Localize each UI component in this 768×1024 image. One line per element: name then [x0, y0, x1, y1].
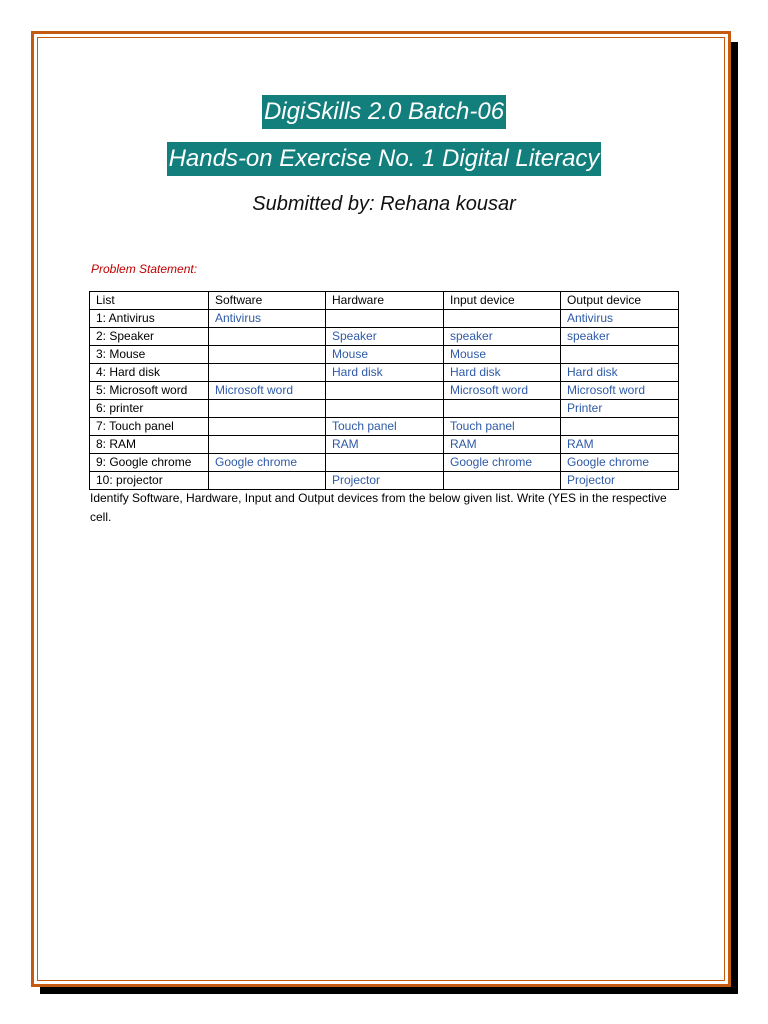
table-answer-cell: Google chrome: [209, 454, 326, 472]
table-item-cell: 8: RAM: [90, 436, 209, 454]
table-item-cell: 6: printer: [90, 400, 209, 418]
table-header-row: [90, 292, 679, 310]
table-answer-cell: [209, 328, 326, 346]
table-answer-cell: Google chrome: [444, 454, 561, 472]
table-answer-cell: Google chrome: [561, 454, 679, 472]
table-answer-cell: Projector: [561, 472, 679, 490]
table-answer-cell: [209, 436, 326, 454]
table-item-cell: 1: Antivirus: [90, 310, 209, 328]
table-answer-cell: [209, 400, 326, 418]
table-answer-cell: [209, 346, 326, 364]
document-title: DigiSkills 2.0 Batch-06: [262, 95, 506, 129]
table-header-cell: Input device: [444, 292, 561, 310]
table-answer-cell: [326, 400, 444, 418]
table-row: [90, 382, 679, 400]
table-answer-cell: speaker: [561, 328, 679, 346]
table-header-cell: Output device: [561, 292, 679, 310]
table-item-cell: 2: Speaker: [90, 328, 209, 346]
table-header-cell: List: [90, 292, 209, 310]
table-answer-cell: [209, 472, 326, 490]
problem-description: Identify Software, Hardware, Input and Output devices from the below given list. Write (YES in the respective cell.: [90, 491, 667, 524]
table-answer-cell: Mouse: [326, 346, 444, 364]
table-answer-cell: Microsoft word: [444, 382, 561, 400]
table-answer-cell: Projector: [326, 472, 444, 490]
table-answer-cell: RAM: [326, 436, 444, 454]
table-answer-cell: speaker: [444, 328, 561, 346]
table-answer-cell: [444, 472, 561, 490]
table-answer-cell: [326, 382, 444, 400]
problem-statement-label: Problem Statement:: [91, 262, 198, 276]
table-answer-cell: [444, 310, 561, 328]
table-item-cell: 10: projector: [90, 472, 209, 490]
table-answer-cell: Antivirus: [561, 310, 679, 328]
table-answer-cell: Touch panel: [444, 418, 561, 436]
table-row: [90, 364, 679, 382]
table-item-cell: 4: Hard disk: [90, 364, 209, 382]
table-answer-cell: Antivirus: [209, 310, 326, 328]
table-answer-cell: Hard disk: [444, 364, 561, 382]
title-line-1-wrap: [0, 95, 768, 129]
table-answer-cell: [326, 310, 444, 328]
table-row: [90, 328, 679, 346]
table-answer-cell: [561, 346, 679, 364]
table-answer-cell: Printer: [561, 400, 679, 418]
table-answer-cell: [561, 418, 679, 436]
document-subtitle: Hands-on Exercise No. 1 Digital Literacy: [167, 142, 602, 176]
table-answer-cell: Speaker: [326, 328, 444, 346]
table-header-cell: Hardware: [326, 292, 444, 310]
table-answer-cell: RAM: [444, 436, 561, 454]
table-row: [90, 472, 679, 490]
table-row: [90, 436, 679, 454]
table-row: [90, 454, 679, 472]
table-row: [90, 418, 679, 436]
table-answer-cell: Mouse: [444, 346, 561, 364]
table-answer-cell: Microsoft word: [561, 382, 679, 400]
table-answer-cell: RAM: [561, 436, 679, 454]
table-item-cell: 9: Google chrome: [90, 454, 209, 472]
table-item-cell: 3: Mouse: [90, 346, 209, 364]
table-answer-cell: [444, 400, 561, 418]
table-answer-cell: Hard disk: [561, 364, 679, 382]
table-answer-cell: Hard disk: [326, 364, 444, 382]
table-row: [90, 346, 679, 364]
device-classification-table: [89, 291, 679, 490]
table-answer-cell: Touch panel: [326, 418, 444, 436]
table-row: [90, 310, 679, 328]
submitted-by: Submitted by: Rehana kousar: [252, 193, 516, 215]
table-header-cell: Software: [209, 292, 326, 310]
table-item-cell: 7: Touch panel: [90, 418, 209, 436]
table-answer-cell: [209, 418, 326, 436]
table-item-cell: 5: Microsoft word: [90, 382, 209, 400]
title-line-2-wrap: [0, 142, 768, 176]
table-answer-cell: [326, 454, 444, 472]
table-answer-cell: [209, 364, 326, 382]
table-answer-cell: Microsoft word: [209, 382, 326, 400]
table-row: [90, 400, 679, 418]
